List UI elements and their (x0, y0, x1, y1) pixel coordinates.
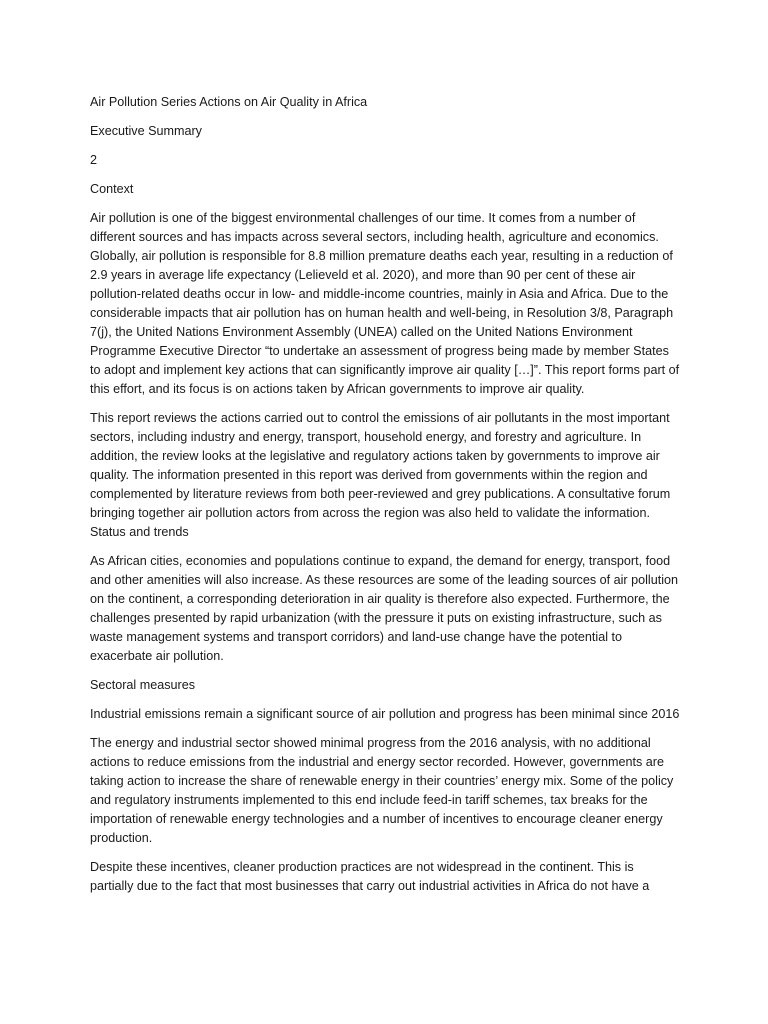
section-heading-context: Context (90, 182, 134, 196)
paragraph-status-trends: As African cities, economies and populations continue to expand, the demand for energy, transport, food and other amenities will also increase. As these resources are some of the leading sources of air pollution on the continent, a corresponding deterioration in air quality is therefore also expected. Furthermore, the challenges presented by rapid urbanization (with the pressure it puts on existing infrastructure, such as waste management systems and transport corridors) and land-use change have the potential to exacerbate air pollution. (90, 554, 679, 663)
section-heading-sectoral-measures: Sectoral measures (90, 678, 195, 692)
paragraph-report-scope: This report reviews the actions carried out to control the emissions of air pollutants in the most important sectors, including industry and energy, transport, household energy, and forestry and agriculture. In addition, the review looks at the legislative and regulatory actions taken by governments to improve air quality. The information presented in this report was derived from governments within the region and complemented by literature reviews from both peer-reviewed and grey publications. A consultative forum bringing together air pollution actors from across the region was also held to validate the information. Status and trends (90, 411, 671, 539)
paragraph-industrial-emissions: Industrial emissions remain a significant source of air pollution and progress has been minimal since 2016 (90, 707, 680, 721)
page-number: 2 (90, 153, 98, 167)
document-title: Air Pollution Series Actions on Air Quality in Africa (90, 95, 368, 109)
paragraph-cleaner-production: Despite these incentives, cleaner production practices are not widespread in the continent. This is partially due to the fact that most businesses that carry out industrial activities in Africa do not have a (90, 860, 650, 893)
document-subtitle: Executive Summary (90, 124, 202, 138)
document-body (90, 93, 680, 906)
paragraph-context: Air pollution is one of the biggest environmental challenges of our time. It comes from a number of different sources and has impacts across several sectors, including health, agriculture and economics. Globally, air pollution is responsible for 8.8 million premature deaths each year, resulting in a reduction of 2.9 years in average life expectancy (Lelieveld et al. 2020), and more than 90 per cent of these air pollution-related deaths occur in low- and middle-income countries, mainly in Asia and Africa. Due to the considerable impacts that air pollution has on human health and well-being, in Resolution 3/8, Paragraph 7(j), the United Nations Environment Assembly (UNEA) called on the United Nations Environment Programme Executive Director “to undertake an assessment of progress being made by member States to adopt and implement key actions that can significantly improve air quality […]”. This report forms part of this effort, and its focus is on actions taken by African governments to improve air quality. (90, 211, 680, 396)
paragraph-energy-industrial: The energy and industrial sector showed minimal progress from the 2016 analysis, with no additional actions to reduce emissions from the industrial and energy sector recorded. However, governments are taking action to increase the share of renewable energy in their countries’ energy mix. Some of the policy and regulatory instruments implemented to this end include feed-in tariff schemes, tax breaks for the importation of renewable energy technologies and a number of incentives to encourage cleaner energy production. (90, 736, 674, 845)
